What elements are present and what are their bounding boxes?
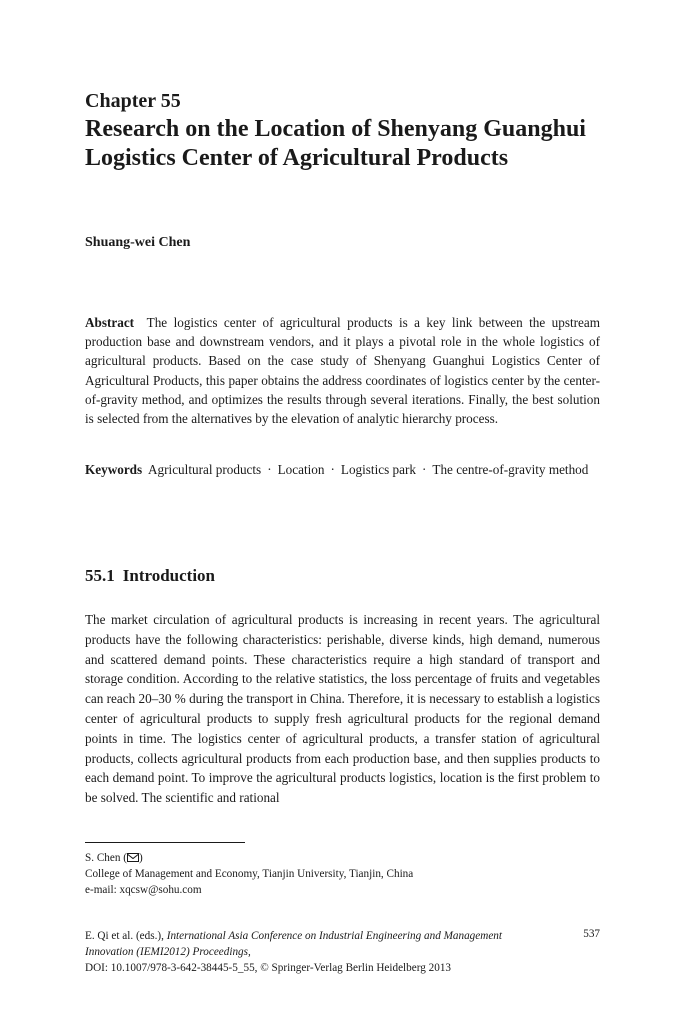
- keyword-item: Agricultural products: [148, 462, 262, 477]
- abstract-text: The logistics center of agricultural products is a key link between the upstream production base and downstream vendors, and it plays a pivotal role in the whole logistics of agricultural products. Based on the case study of Shenyang Guanghui Logistics Center of Agricultural Products, this paper obtains the address coordinates of logistics center by the center-of-gravity method, and optimizes the results through several iterations. Finally, the best solution is selected from the alternatives by the elevation of analytic hierarchy process.: [85, 315, 600, 427]
- chapter-label: Chapter 55: [85, 90, 181, 112]
- publication-doi: DOI: 10.1007/978-3-642-38445-5_55, © Springer-Verlag Berlin Heidelberg 2013: [85, 962, 452, 974]
- footnote-affiliation: College of Management and Economy, Tianjin University, Tianjin, China: [85, 868, 414, 880]
- chapter-title: Research on the Location of Shenyang Guanghui Logistics Center of Agricultural Products: [85, 116, 586, 171]
- footnote-author-end: ): [138, 852, 143, 864]
- keywords: [85, 460, 600, 479]
- footnote-author: S. Chen (: [85, 852, 127, 864]
- footnote-rule: [85, 842, 245, 843]
- page-number: 537: [583, 928, 600, 940]
- abstract-label: Abstract: [85, 315, 135, 330]
- body-paragraph: The market circulation of agricultural products is increasing in recent years. The agricultural products have the following characteristics: perishable, diverse kinds, high demand, numerous and scattered demand points. These characteristics require a high standard of transport and storage condition. According to the relative statistics, the loss percentage of fruits and vegetables can reach 20–30 % during the transport in China. Therefore, it is necessary to establish a logistics center of agricultural products to supply fresh agricultural products for the regional demand points in time. The logistics center of agricultural products, a transfer station of agricultural products, collects agricultural products from each production base, and then supplies products to each demand point. To improve the agricultural products logistics, location is the first problem to be solved. The scientific and rational: [85, 612, 600, 806]
- keyword-separator: ·: [330, 462, 335, 477]
- section-heading: [85, 566, 215, 586]
- envelope-icon: [127, 853, 139, 862]
- section-title: Introduction: [122, 566, 216, 585]
- keywords-label: Keywords: [85, 462, 143, 477]
- keyword-separator: ·: [267, 462, 272, 477]
- keyword-item: The centre-of-gravity method: [432, 462, 589, 477]
- publication-info: [85, 928, 600, 976]
- footnote-author-line: [85, 850, 600, 866]
- publication-editors: E. Qi et al. (eds.),: [85, 930, 164, 942]
- publication-book-title: International Asia Conference on Industrial Engineering and Management Innovation (IEMI2012) Proceedings,: [85, 930, 502, 958]
- keyword-separator: ·: [421, 462, 427, 477]
- keyword-item: Location: [277, 462, 325, 477]
- footnote-email: e-mail: xqcsw@sohu.com: [85, 884, 202, 896]
- keyword-item: Logistics park: [340, 462, 416, 477]
- footnote: [85, 850, 600, 898]
- abstract: [85, 313, 600, 428]
- author-name: Shuang-wei Chen: [85, 235, 191, 250]
- section-number: 55.1: [85, 566, 115, 585]
